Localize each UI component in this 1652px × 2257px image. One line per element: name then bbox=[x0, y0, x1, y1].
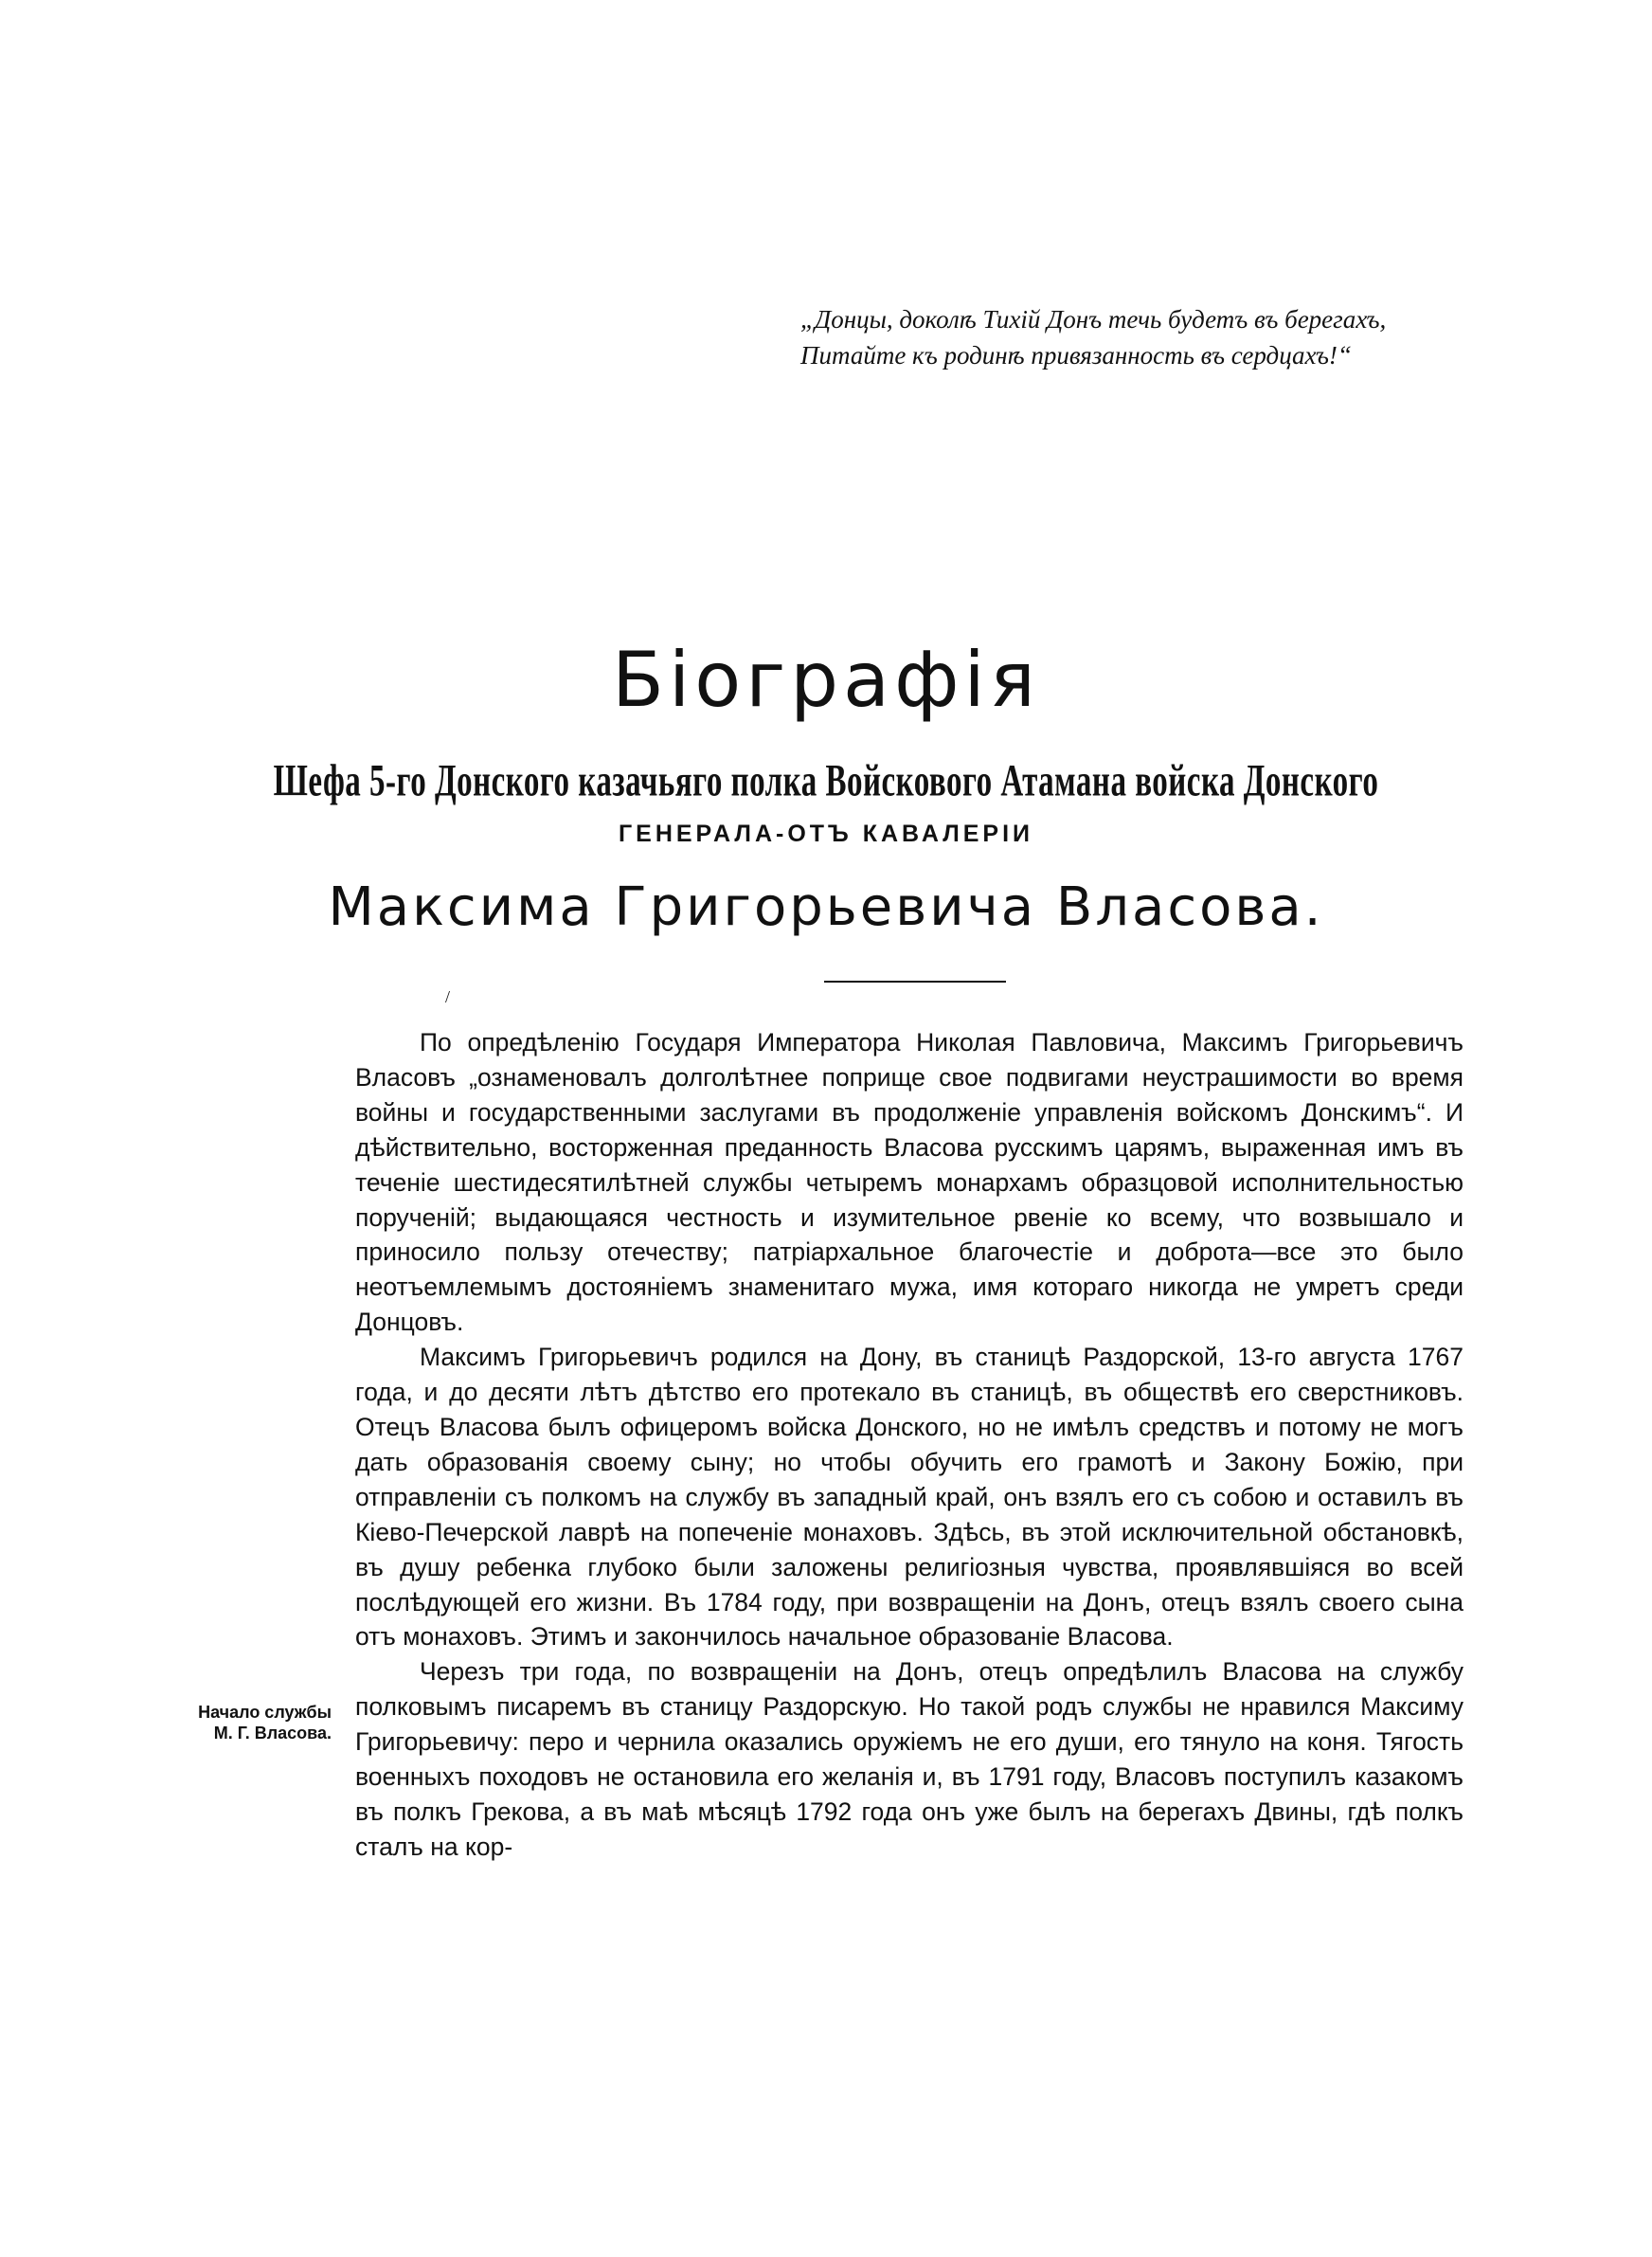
epigraph-line-1: „Донцы, доколѣ Тихій Донъ течь будетъ въ берегахъ, bbox=[800, 305, 1387, 334]
rank-line: ГЕНЕРАЛА-ОТЪ КАВАЛЕРІИ bbox=[618, 821, 1034, 847]
title-divider bbox=[824, 981, 1006, 983]
paragraph: Максимъ Григорьевичъ родился на Дону, въ станицѣ Раздорской, 13-го августа 1767 года, и до десяти лѣтъ дѣтство его протекало въ станицѣ, въ обществѣ его сверстниковъ. Отецъ Власова былъ офицеромъ войска Донского, но не имѣлъ средствъ и потому не могъ дать образованія своему сыну; но чтобы обучить его грамотѣ и Закону Божію, при отправленіи съ полкомъ на службу въ западный край, онъ взялъ его съ собою и оставилъ въ Кіево-Печерской лаврѣ на попеченіе монаховъ. Здѣсь, въ этой исключительной обстановкѣ, въ душу ребенка глубоко были заложены религіозныя чувства, проявлявшіяся во всей послѣдующей его жизни. Въ 1784 году, при возвращеніи на Донъ, отецъ взялъ своего сына отъ монаховъ. Этимъ и закончилось начальное образованіе Власова. bbox=[355, 1343, 1463, 1652]
margin-note-line-1: Начало службы bbox=[198, 1703, 332, 1722]
person-name: Максима Григорьевича Власова. bbox=[328, 876, 1324, 938]
paragraph: Черезъ три года, по возвращеніи на Донъ, отецъ опредѣлилъ Власова на службу полковымъ писаремъ въ станицу Раздорскую. Но такой родъ службы не нравился Максиму Григорьевичу: перо и чернила оказались оружіемъ не его души, его тянуло на коня. Тягость военныхъ походовъ не остановила его желанія и, въ 1791 году, Власовъ поступилъ казакомъ въ полкъ Грекова, а въ маѣ мѣсяцѣ 1792 года онъ уже былъ на берегахъ Двины, гдѣ полкъ сталъ на кор- bbox=[355, 1657, 1463, 1861]
paragraph: По опредѣленію Государя Императора Николая Павловича, Максимъ Григорьевичъ Власовъ „ознаменовалъ долголѣтнее поприще свое подвигами неустрашимости во время войны и государственными заслугами въ продолженіе управленія войскомъ Донскимъ“. И дѣйствительно, восторженная преданность Власова русскимъ царямъ, выраженная имъ въ теченіе шестидесятилѣтней службы четыремъ монархамъ образцовой исполнительностью порученій; выдающаяся честность и изумительное рвеніе ко всему, что возвышало и приносило пользу отечеству; патріархальное благочестіе и доброта—все это было неотъемлемымъ достояніемъ знаменитаго мужа, имя котораго никогда не умретъ среди Донцовъ. bbox=[355, 1028, 1463, 1337]
page-title: Біографія bbox=[612, 636, 1040, 724]
body-text bbox=[355, 1025, 1463, 1865]
epigraph bbox=[800, 301, 1501, 373]
epigraph-line-2: Питайте къ родинѣ привязанность въ сердцахъ!“ bbox=[800, 341, 1352, 370]
page-subtitle: Шефа 5-го Донского казачьяго полка Войскового Атамана войска Донского bbox=[273, 756, 1379, 807]
stray-mark: / bbox=[445, 987, 451, 1006]
margin-note-line-2: М. Г. Власова. bbox=[213, 1724, 332, 1742]
margin-note bbox=[152, 1702, 332, 1743]
